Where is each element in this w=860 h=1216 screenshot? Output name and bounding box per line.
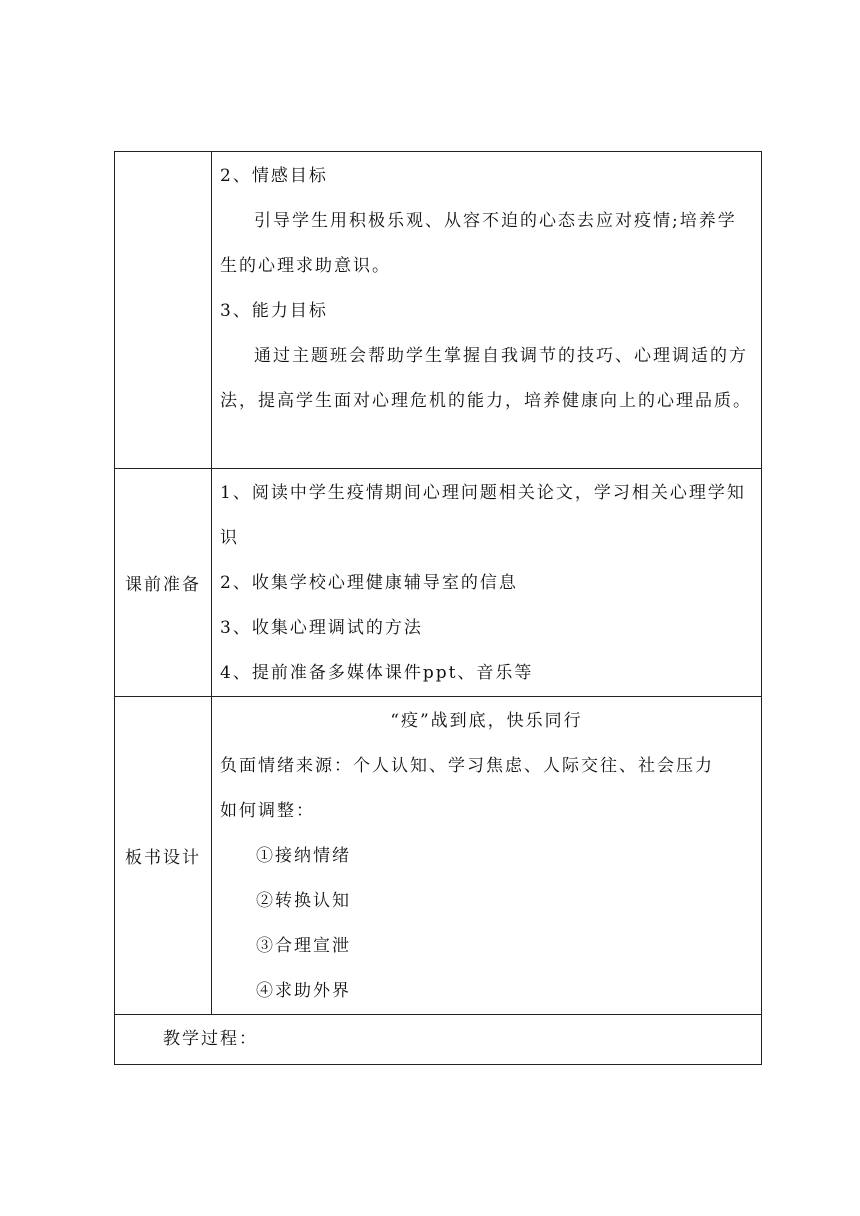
ability-goal-title: 3、能力目标 bbox=[220, 301, 328, 321]
preparation-item-2: 2、收集学校心理健康辅导室的信息 bbox=[220, 573, 518, 593]
emotional-goal-text: 引导学生用积极乐观、从容不迫的心态去应对疫情;培养学生的心理求助意识。 bbox=[220, 211, 737, 276]
board-how-adjust: 如何调整： bbox=[220, 801, 315, 821]
board-sources: 负面情绪来源：个人认知、学习焦虑、人际交往、社会压力 bbox=[220, 756, 714, 776]
board-design-content-cell bbox=[212, 697, 762, 1015]
goals-label-cell bbox=[115, 152, 212, 469]
goals-content-cell bbox=[212, 152, 762, 469]
ability-goal-text: 通过主题班会帮助学生掌握自我调节的技巧、心理调适的方法，提高学生面对心理危机的能力，培养健康向上的心理品质。 bbox=[220, 346, 752, 411]
goals-row bbox=[115, 152, 762, 469]
board-step-1: ①接纳情绪 bbox=[256, 846, 351, 866]
process-label: 教学过程： bbox=[163, 1029, 258, 1049]
lesson-plan-table bbox=[114, 151, 762, 1065]
process-row bbox=[115, 1015, 762, 1065]
board-step-4: ④求助外界 bbox=[256, 981, 351, 1001]
preparation-row bbox=[115, 469, 762, 697]
preparation-content-cell bbox=[212, 469, 762, 697]
preparation-item-3: 3、收集心理调试的方法 bbox=[220, 618, 423, 638]
preparation-item-4: 4、提前准备多媒体课件ppt、音乐等 bbox=[220, 663, 534, 683]
preparation-label: 课前准备 bbox=[115, 469, 212, 697]
process-cell bbox=[115, 1015, 762, 1065]
board-title: “疫”战到底，快乐同行 bbox=[390, 711, 583, 731]
preparation-item-1: 1、阅读中学生疫情期间心理问题相关论文，学习相关心理学知识 bbox=[220, 483, 746, 548]
board-step-2: ②转换认知 bbox=[256, 891, 351, 911]
board-design-label: 板书设计 bbox=[115, 697, 212, 1015]
emotional-goal-title: 2、情感目标 bbox=[220, 166, 328, 186]
board-design-row bbox=[115, 697, 762, 1015]
board-step-3: ③合理宣泄 bbox=[256, 936, 351, 956]
